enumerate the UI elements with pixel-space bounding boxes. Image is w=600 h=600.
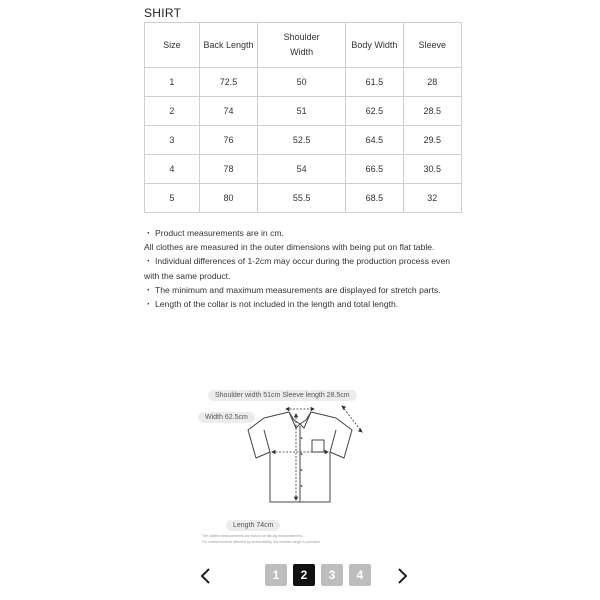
chevron-left-icon [196, 564, 216, 588]
table-row [145, 97, 462, 126]
page-button-3[interactable]: 3 [321, 564, 343, 586]
size-table [144, 22, 462, 213]
length-label: Length 74cm [226, 520, 280, 531]
header-body-width: Body Width [346, 23, 404, 68]
pagination [0, 564, 600, 588]
table-cell: 76 [199, 126, 257, 155]
header-shoulder-width: Shoulder Width [258, 23, 346, 68]
note-line: ・ Product measurements are in cm. [144, 228, 284, 238]
fine-print: The stated measurements are based on flat-lay measurements. [202, 534, 304, 538]
table-row [145, 184, 462, 213]
note-line: ・ Length of the collar is not included in the length and total length. [144, 299, 399, 310]
table-cell: 3 [145, 126, 200, 155]
table-cell: 80 [199, 184, 257, 213]
table-cell: 64.5 [346, 126, 404, 155]
table-row [145, 155, 462, 184]
table-cell: 50 [258, 68, 346, 97]
table-cell: 54 [258, 155, 346, 184]
table-cell: 28 [403, 68, 461, 97]
table-cell: 4 [145, 155, 200, 184]
table-row [145, 68, 462, 97]
section-title: SHIRT [144, 6, 182, 20]
table-cell: 52.5 [258, 126, 346, 155]
table-header-row [145, 23, 462, 68]
table-cell: 5 [145, 184, 200, 213]
table-cell: 28.5 [403, 97, 461, 126]
page-button-1[interactable]: 1 [265, 564, 287, 586]
table-cell: 61.5 [346, 68, 404, 97]
note-line: ・ The minimum and maximum measurements are displayed for stretch parts. [144, 284, 441, 295]
page-button-4[interactable]: 4 [349, 564, 371, 586]
shirt-illustration [190, 384, 410, 554]
table-cell: 68.5 [346, 184, 404, 213]
table-cell: 78 [199, 155, 257, 184]
table-cell: 62.5 [346, 97, 404, 126]
table-cell: 29.5 [403, 126, 461, 155]
table-cell: 66.5 [346, 155, 404, 184]
prev-page-button[interactable] [196, 564, 216, 588]
table-cell: 2 [145, 97, 200, 126]
header-size: Size [145, 23, 200, 68]
shoulder-sleeve-label: Shoulder width 51cm Sleeve length 28.5cm [208, 390, 357, 401]
measurement-diagram [190, 384, 410, 554]
table-cell: 32 [403, 184, 461, 213]
header-sleeve: Sleeve [403, 23, 461, 68]
width-label: Width 62.5cm [198, 412, 255, 423]
table-cell: 74 [199, 97, 257, 126]
table-cell: 30.5 [403, 155, 461, 184]
measurement-notes [144, 226, 464, 311]
table-cell: 72.5 [199, 68, 257, 97]
table-cell: 55.5 [258, 184, 346, 213]
table-row [145, 126, 462, 155]
next-page-button[interactable] [392, 564, 412, 588]
table-cell: 1 [145, 68, 200, 97]
chevron-right-icon [392, 564, 412, 588]
note-line: ・ Individual differences of 1-2cm may occur during the production process even with the same product. [144, 256, 451, 281]
header-back-length: Back Length [199, 23, 257, 68]
page-button-2[interactable]: 2 [293, 564, 315, 586]
table-cell: 51 [258, 97, 346, 126]
note-line: All clothes are measured in the outer dimensions with being put on flat table. [144, 242, 435, 253]
fine-print: For measurements affected by stretchability, the median range is provided. [202, 540, 321, 544]
